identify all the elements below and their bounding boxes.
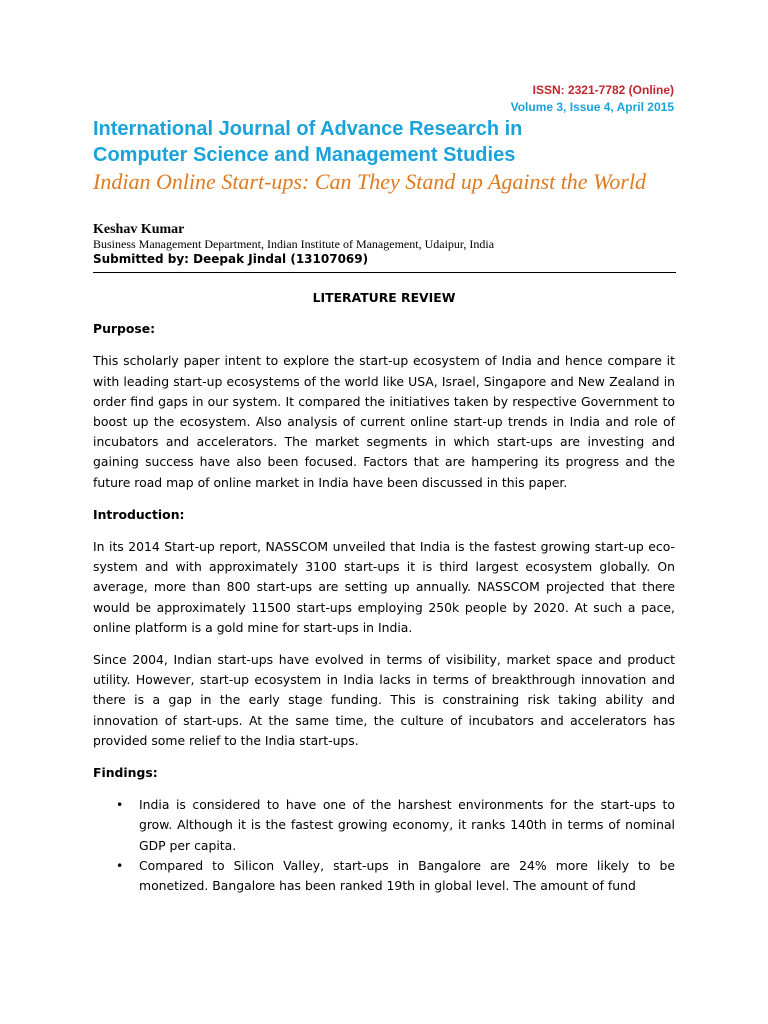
findings-heading: Findings: bbox=[93, 765, 158, 781]
literature-review bbox=[93, 288, 675, 896]
author-affiliation: Business Management Department, Indian Institute of Management, Udaipur, India bbox=[93, 237, 495, 251]
bullet-icon: • bbox=[116, 857, 124, 873]
journal-name-line-1: International Journal of Advance Research in bbox=[93, 118, 523, 140]
findings-item-text: Compared to Silicon Valley, start-ups in Bangalore are 24% more likely to be monetized. Bangalore has been ranked 19th in global level. The amount of fund bbox=[139, 857, 675, 894]
journal-name bbox=[93, 116, 693, 168]
journal-name-line-2: Computer Science and Management Studies bbox=[93, 144, 516, 166]
purpose-paragraph: This scholarly paper intent to explore the start-up ecosystem of India and hence compare it with leading start-up ecosystems of the world like USA, Israel, Singapore and New Zealand in order find gaps in our system. It compared the initiatives taken by respective Government to boost up the ecosystem. Also analysis of current online start-up trends in India and role of incubators and accelerators. The market segments in which start-ups are investing and gaining success have also been focused. Factors that are hampering its progress and the future road map of online market in India have been discussed in this paper. bbox=[93, 353, 675, 490]
purpose-heading: Purpose: bbox=[93, 321, 156, 337]
submitted-by: Submitted by: Deepak Jindal (13107069) bbox=[93, 252, 369, 266]
section-heading: LITERATURE REVIEW bbox=[312, 290, 456, 305]
volume-line: Volume 3, Issue 4, April 2015 bbox=[510, 100, 674, 114]
issn-line: ISSN: 2321-7782 (Online) bbox=[532, 83, 674, 97]
issn-block bbox=[511, 82, 674, 116]
findings-item bbox=[93, 795, 675, 856]
bullet-icon: • bbox=[116, 797, 124, 813]
introduction-heading: Introduction: bbox=[93, 506, 185, 522]
author-name: Keshav Kumar bbox=[93, 222, 185, 237]
paper-title: Indian Online Start-ups: Can They Stand up Against the World bbox=[93, 169, 647, 194]
header-divider bbox=[93, 272, 676, 273]
findings-item-text: India is considered to have one of the harshest environments for the start-ups to grow. Although it is the fastest growing economy, it ranks 140th in terms of nominal GDP per capita. bbox=[139, 797, 675, 853]
findings-item bbox=[93, 856, 675, 896]
introduction-paragraph-1: In its 2014 Start-up report, NASSCOM unveiled that India is the fastest growing start-up eco-system and with approximately 3100 start-ups it is third largest ecosystem globally. On average, more than 800 start-ups are setting up annually. NASSCOM projected that there would be approximately 11500 start-ups employing 250k people by 2020. At such a pace, online platform is a gold mine for start-ups in India. bbox=[93, 539, 675, 635]
findings-list bbox=[93, 795, 675, 896]
introduction-paragraph-2: Since 2004, Indian start-ups have evolved in terms of visibility, market space and product utility. However, start-up ecosystem in India lacks in terms of breakthrough innovation and there is a gap in the early stage funding. This is constraining risk taking ability and innovation of start-ups. At the same time, the culture of incubators and accelerators has provided some relief to the India start-ups. bbox=[93, 652, 675, 748]
